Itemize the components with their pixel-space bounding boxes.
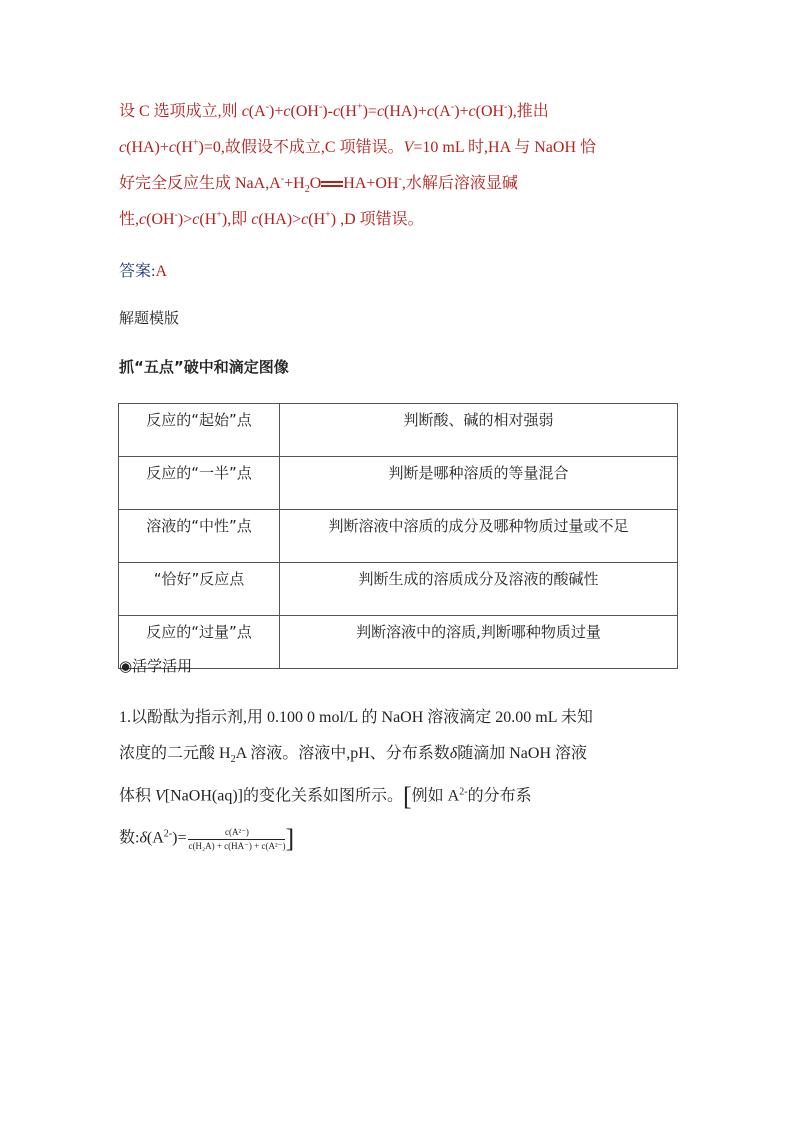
desc-cell: 判断是哪种溶质的等量混合 bbox=[280, 457, 678, 510]
analysis-line-4: 性,c(OH-)>c(H+),即 c(HA)>c(H+) ,D 项错误。 bbox=[119, 209, 424, 228]
analysis-line-1: 设 C 选项成立,则 c(A-)+c(OH-)-c(H+)=c(HA)+c(A-)+c(OH-),推出 bbox=[119, 101, 549, 120]
point-cell: 反应的“过量”点 bbox=[119, 616, 280, 669]
answer bbox=[119, 258, 167, 281]
table-row bbox=[119, 457, 678, 510]
section-title: 抓“五点”破中和滴定图像 bbox=[119, 358, 289, 376]
distribution-fraction: $\frac{\text{c(A²⁻)}}{\text{c(H₂A) + c(HA⁻) + c(A²⁻)}}$ bbox=[188, 826, 286, 851]
question-line-4: 数$:\delta(A^{2-})=$ $\frac{\text{c(A²⁻)}}{\text{c(H₂A) + c(HA⁻) + c(A²⁻)}}$ ] bbox=[119, 824, 295, 853]
desc-cell: 判断生成的溶质成分及溶液的酸碱性 bbox=[280, 563, 678, 616]
table-row bbox=[119, 563, 678, 616]
equilibrium-arrow-icon bbox=[321, 181, 343, 187]
answer-value: A bbox=[155, 263, 168, 280]
analysis-line-2: c(HA)+c(H+)=0,故假设不成立,C 项错误。V=10 mL 时,HA 与 NaOH 恰 bbox=[119, 137, 597, 156]
question-line-3: 体积 V[NaOH(aq)]的变化关系如图所示。[例如 $A^{2-}$的分布系 bbox=[119, 782, 532, 811]
desc-cell: 判断酸、碱的相对强弱 bbox=[280, 404, 678, 457]
point-cell: 反应的“起始”点 bbox=[119, 404, 280, 457]
desc-cell: 判断溶液中溶质的成分及哪种物质过量或不足 bbox=[280, 510, 678, 563]
desc-cell: 判断溶液中的溶质,判断哪种物质过量 bbox=[280, 616, 678, 669]
right-bracket: ] bbox=[285, 824, 295, 853]
question-line-2: 浓度的二元酸 $H_2A$ 溶液。溶液中,pH、分布系数δ随滴加 NaOH 溶液 bbox=[119, 745, 588, 766]
table-row bbox=[119, 616, 678, 669]
practice-heading: ◉活学活用 bbox=[119, 657, 193, 675]
point-cell: 反应的“一半”点 bbox=[119, 457, 280, 510]
answer-label: 答案: bbox=[119, 263, 156, 280]
five-points-table bbox=[118, 403, 678, 669]
template-title: 解题模版 bbox=[119, 309, 180, 327]
table-row bbox=[119, 404, 678, 457]
table-row bbox=[119, 510, 678, 563]
point-cell: “恰好”反应点 bbox=[119, 563, 280, 616]
left-bracket: [ bbox=[402, 782, 412, 811]
point-cell: 溶液的“中性”点 bbox=[119, 510, 280, 563]
analysis-line-3: 好完全反应生成 $NaA,A^-+H_2O$ HA+OH-,水解后溶液显碱 bbox=[119, 173, 518, 196]
question-line-1: 1.以酚酞为指示剂,用 0.100 0 mol/L 的 NaOH 溶液滴定 20.00 mL 未知 bbox=[119, 709, 593, 726]
